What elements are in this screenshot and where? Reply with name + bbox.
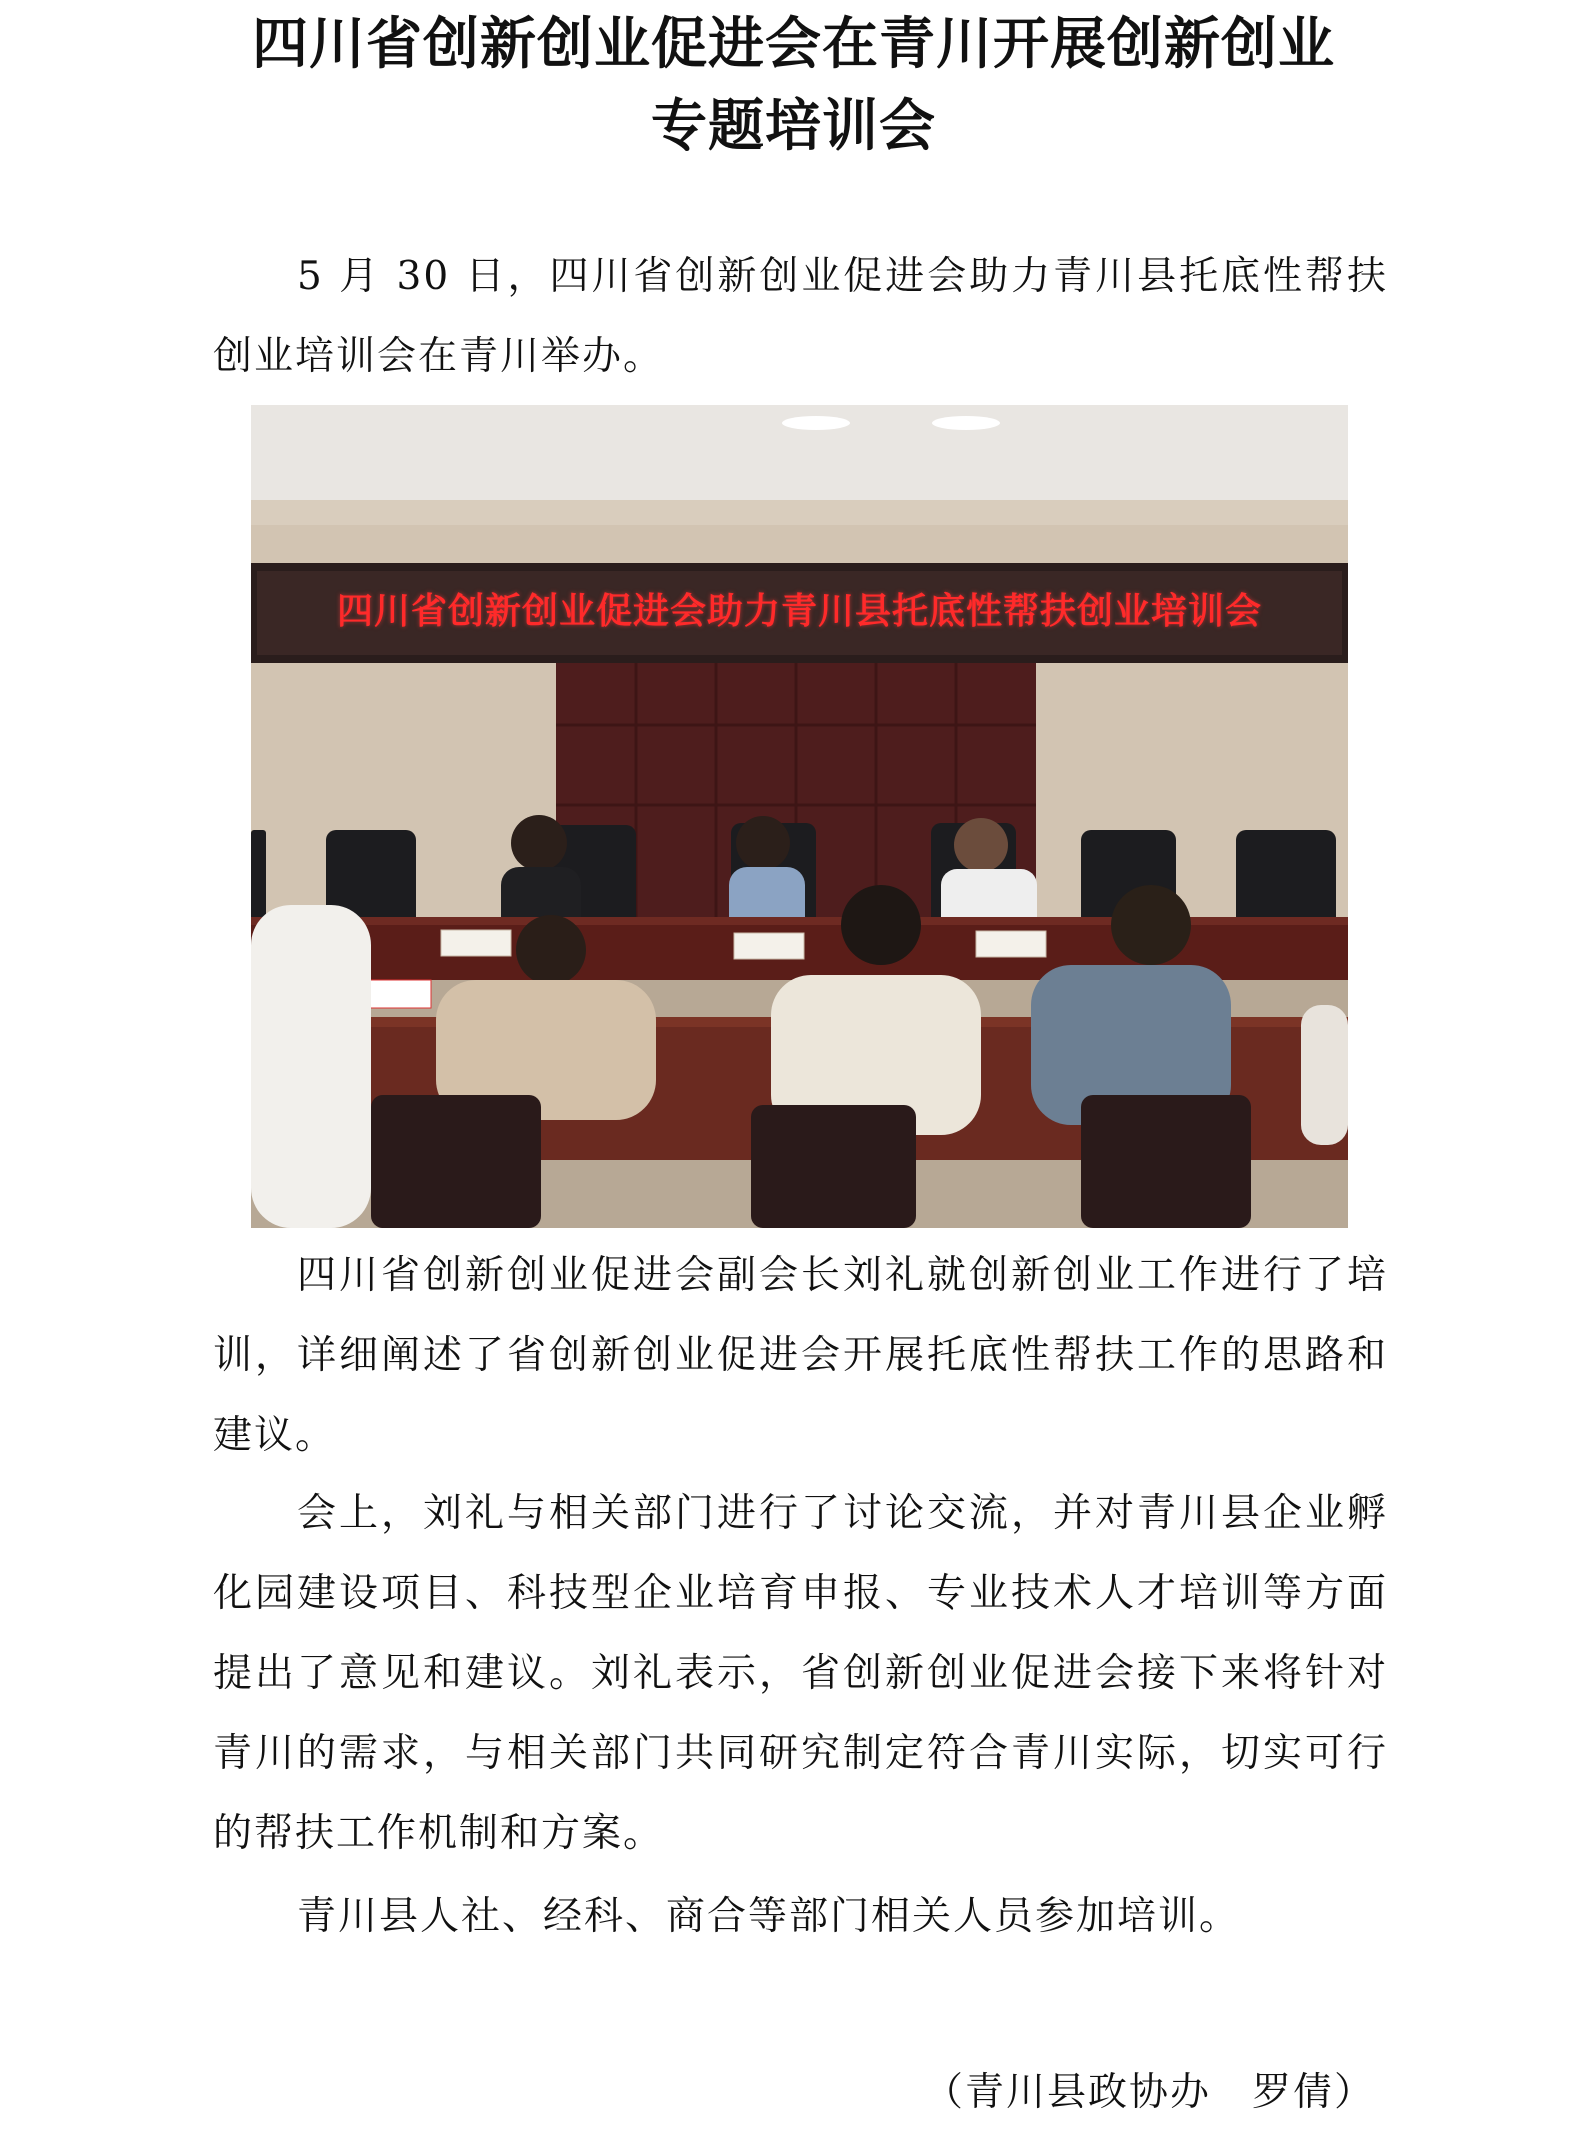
meeting-photo <box>251 405 1348 1228</box>
paragraph-2: 四川省创新创业促进会副会长刘礼就创新创业工作进行了培训，详细阐述了省创新创业促进会开展托底性帮扶工作的思路和建议。 <box>213 1253 1388 1458</box>
article-title-line-1: 四川省创新创业促进会在青川开展创新创业 <box>252 12 1335 77</box>
author-signature: （青川县政协办 罗倩） <box>923 2070 1375 2115</box>
led-banner-text: 四川省创新创业促进会助力青川县托底性帮扶创业培训会 <box>336 591 1262 632</box>
article-title-line-2: 专题培训会 <box>651 94 936 159</box>
paragraph-3: 会上，刘礼与相关部门进行了讨论交流，并对青川县企业孵化园建设项目、科技型企业培育申报、专业技术人才培训等方面提出了意见和建议。刘礼表示，省创新创业促进会接下来将针对青川的需求，与相关部门共同研究制定符合青川实际，切实可行的帮扶工作机制和方案。 <box>213 1491 1388 1856</box>
paragraph-4: 青川县人社、经科、商合等部门相关人员参加培训。 <box>297 1894 1241 1939</box>
paragraph-1: 5 月 30 日，四川省创新创业促进会助力青川县托底性帮扶创业培训会在青川举办。 <box>213 254 1388 379</box>
